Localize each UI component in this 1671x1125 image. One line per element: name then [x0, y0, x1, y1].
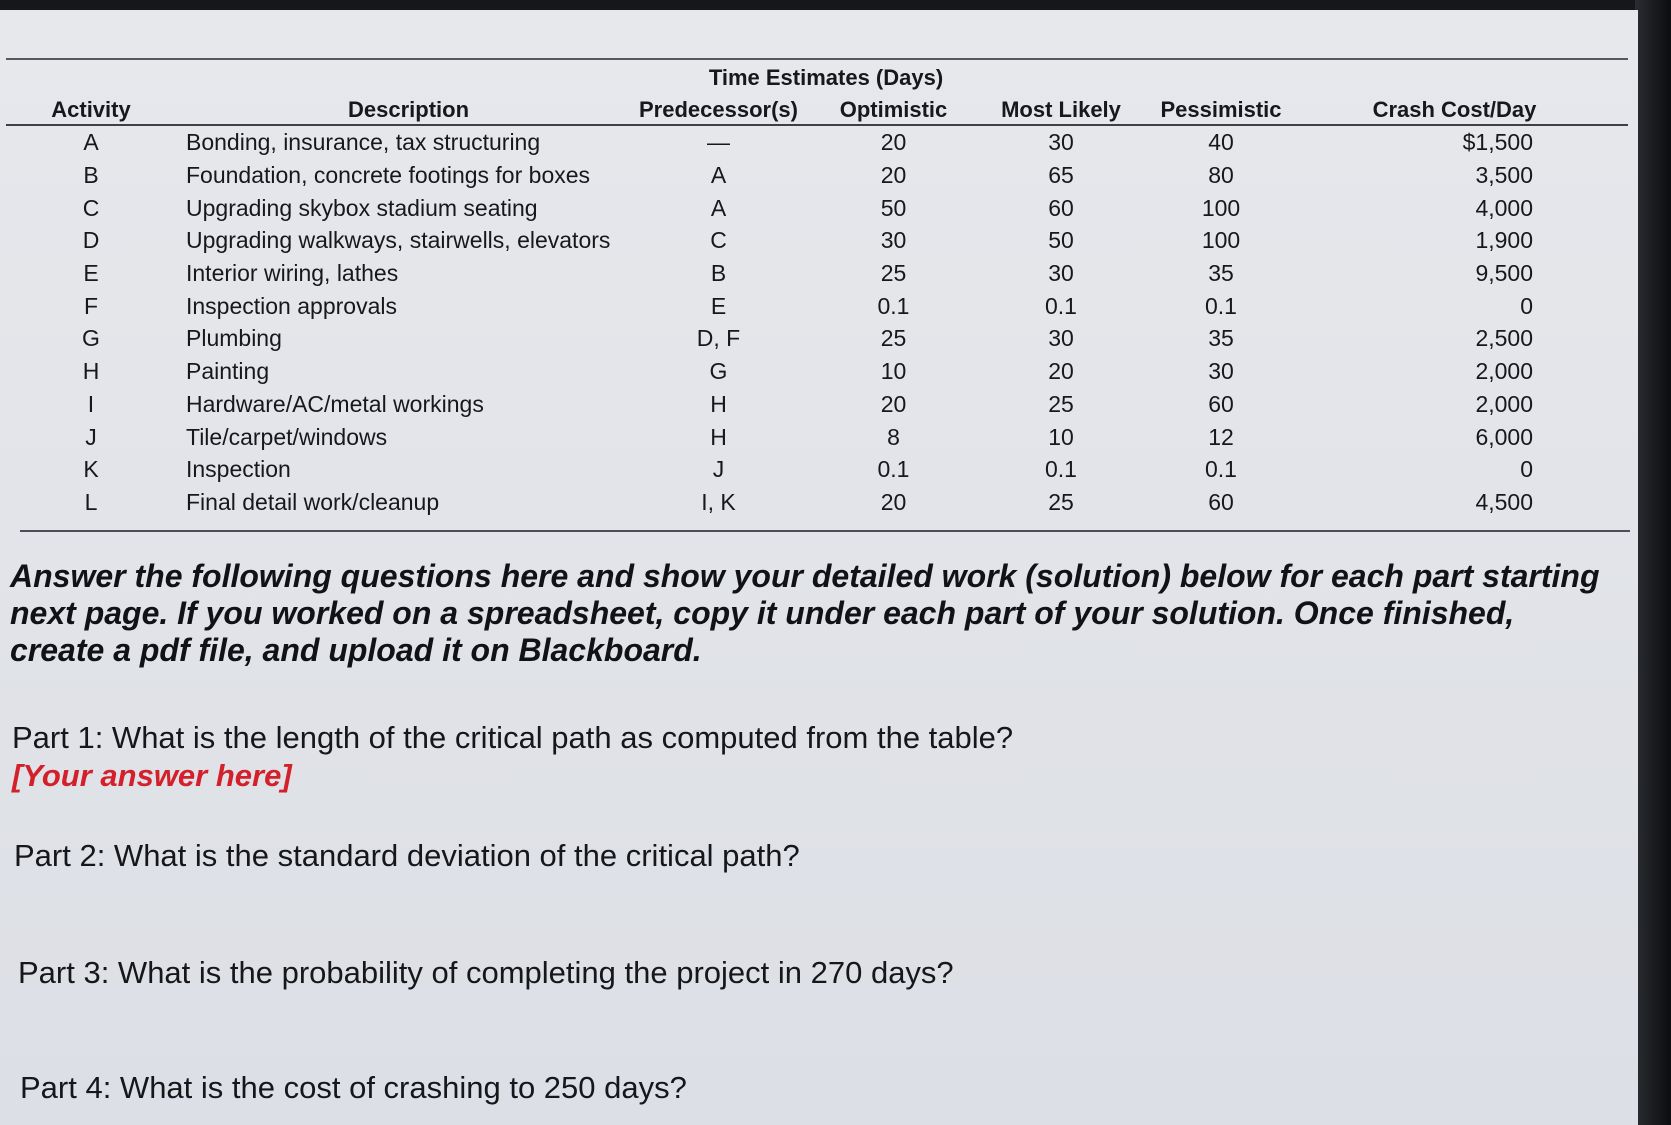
time-estimates-header: Time Estimates (Days)	[708, 65, 944, 90]
cell-description: Tile/carpet/windows	[186, 423, 388, 450]
table-row	[6, 159, 1628, 192]
cell-most-likely: 10	[1048, 423, 1074, 450]
cell-description: Inspection approvals	[186, 292, 397, 319]
cell-predecessors: I, K	[701, 488, 736, 515]
cell-activity: D	[82, 227, 100, 254]
cell-predecessors: J	[712, 456, 725, 483]
table-group-header-row	[6, 66, 1628, 90]
cell-description: Hardware/AC/metal workings	[186, 390, 484, 417]
cell-most-likely: 20	[1048, 358, 1074, 385]
cell-predecessors: —	[707, 129, 730, 156]
header-crash-cost: Crash Cost/Day	[1301, 90, 1628, 125]
table-row	[6, 125, 1628, 159]
cell-optimistic: 25	[880, 325, 907, 352]
cell-description: Interior wiring, lathes	[186, 260, 399, 287]
header-optimistic: Optimistic	[806, 90, 981, 125]
cell-activity: I	[87, 390, 95, 417]
cell-optimistic: 0.1	[877, 456, 910, 483]
question-part-4: Part 4: What is the cost of crashing to 250 days?	[20, 1070, 687, 1105]
cell-most-likely: 30	[1048, 260, 1074, 287]
question-part-1: Part 1: What is the length of the critical path as computed from the table?	[12, 720, 1014, 755]
header-activity: Activity	[6, 90, 176, 125]
cell-optimistic: 50	[880, 194, 907, 221]
cell-activity: J	[85, 423, 97, 450]
cell-crash-cost: 4,000	[1475, 194, 1533, 221]
table-row	[6, 191, 1628, 224]
cell-pessimistic: 0.1	[1205, 456, 1237, 483]
cell-most-likely: 65	[1048, 162, 1074, 189]
cell-predecessors: A	[710, 194, 727, 221]
table-row	[6, 453, 1628, 486]
cell-most-likely: 30	[1048, 129, 1074, 156]
cell-pessimistic: 100	[1201, 194, 1241, 221]
cell-crash-cost: $1,500	[1462, 129, 1533, 156]
cell-optimistic: 20	[880, 390, 907, 417]
cell-pessimistic: 0.1	[1205, 292, 1237, 319]
cell-activity: C	[82, 194, 100, 221]
cell-optimistic: 20	[880, 488, 907, 515]
cell-description: Upgrading walkways, stairwells, elevators	[186, 227, 611, 254]
cell-crash-cost: 6,000	[1475, 423, 1533, 450]
cell-most-likely: 0.1	[1045, 456, 1077, 483]
cell-predecessors: D, F	[696, 325, 741, 352]
cell-activity: A	[83, 129, 99, 156]
cell-description: Painting	[186, 358, 270, 385]
table-row	[6, 257, 1628, 290]
cell-predecessors: C	[710, 227, 727, 254]
cell-pessimistic: 60	[1208, 488, 1234, 515]
cell-crash-cost: 2,500	[1475, 325, 1533, 352]
cell-optimistic: 20	[880, 162, 907, 189]
cell-crash-cost: 2,000	[1475, 390, 1533, 417]
cell-activity: K	[83, 456, 99, 483]
cell-crash-cost: 0	[1520, 292, 1533, 319]
activity-table	[6, 66, 1628, 518]
cell-activity: B	[83, 162, 99, 189]
table-column-header-row	[6, 90, 1628, 125]
cell-activity: E	[83, 260, 99, 287]
cell-predecessors: E	[710, 292, 727, 319]
cell-predecessors: B	[710, 260, 727, 287]
cell-predecessors: A	[710, 162, 727, 189]
cell-pessimistic: 60	[1208, 390, 1234, 417]
cell-pessimistic: 30	[1208, 358, 1234, 385]
cell-most-likely: 60	[1048, 194, 1074, 221]
table-row	[6, 420, 1628, 453]
cell-description: Inspection	[186, 456, 291, 483]
cell-optimistic: 10	[880, 358, 907, 385]
cell-predecessors: G	[709, 358, 728, 385]
cell-description: Upgrading skybox stadium seating	[186, 194, 538, 221]
photo-right-edge	[1635, 0, 1671, 1125]
cell-activity: L	[84, 488, 98, 515]
cell-activity: H	[82, 358, 100, 385]
cell-crash-cost: 2,000	[1475, 358, 1533, 385]
cell-description: Foundation, concrete footings for boxes	[186, 162, 591, 189]
cell-most-likely: 25	[1048, 390, 1074, 417]
cell-optimistic: 20	[880, 129, 907, 156]
document-page	[0, 10, 1638, 1125]
cell-crash-cost: 1,900	[1475, 227, 1533, 254]
cell-description: Bonding, insurance, tax structuring	[186, 129, 541, 156]
table-row	[6, 224, 1628, 257]
cell-most-likely: 30	[1048, 325, 1074, 352]
instructions-paragraph: Answer the following questions here and show your detailed work (solution) below for each part starting next page. If you worked on a spreadsheet, copy it under each part of your solution. Once finished, create a pdf file, and upload it on Blackboard.	[10, 558, 1600, 668]
cell-optimistic: 8	[887, 423, 900, 450]
cell-description: Plumbing	[186, 325, 282, 352]
table-row	[6, 289, 1628, 322]
cell-most-likely: 25	[1048, 488, 1074, 515]
header-most-likely: Most Likely	[981, 90, 1141, 125]
cell-pessimistic: 100	[1201, 227, 1241, 254]
cell-pessimistic: 12	[1208, 423, 1234, 450]
cell-crash-cost: 4,500	[1475, 488, 1533, 515]
table-bottom-rule	[20, 530, 1630, 532]
cell-pessimistic: 80	[1208, 162, 1234, 189]
table-row	[6, 322, 1628, 355]
cell-description: Final detail work/cleanup	[186, 488, 440, 515]
header-predecessors: Predecessor(s)	[631, 90, 806, 125]
cell-activity: F	[83, 292, 99, 319]
table-row	[6, 486, 1628, 519]
cell-optimistic: 30	[880, 227, 907, 254]
question-part-3: Part 3: What is the probability of completing the project in 270 days?	[18, 955, 954, 990]
cell-most-likely: 50	[1048, 227, 1074, 254]
cell-optimistic: 25	[880, 260, 907, 287]
question-part-2: Part 2: What is the standard deviation of the critical path?	[14, 838, 800, 873]
header-description: Description	[176, 90, 631, 125]
cell-most-likely: 0.1	[1045, 292, 1077, 319]
cell-activity: G	[82, 325, 100, 352]
cell-optimistic: 0.1	[877, 292, 910, 319]
cell-predecessors: H	[710, 390, 727, 417]
cell-pessimistic: 40	[1208, 129, 1234, 156]
cell-predecessors: H	[710, 423, 727, 450]
table-top-rule	[6, 58, 1628, 60]
table-row	[6, 355, 1628, 388]
answer-placeholder-part-1[interactable]: [Your answer here]	[12, 758, 292, 793]
table-row	[6, 388, 1628, 421]
cell-pessimistic: 35	[1208, 325, 1234, 352]
cell-crash-cost: 9,500	[1475, 260, 1533, 287]
header-pessimistic: Pessimistic	[1141, 90, 1301, 125]
cell-crash-cost: 3,500	[1475, 162, 1533, 189]
cell-pessimistic: 35	[1208, 260, 1234, 287]
cell-crash-cost: 0	[1520, 456, 1533, 483]
